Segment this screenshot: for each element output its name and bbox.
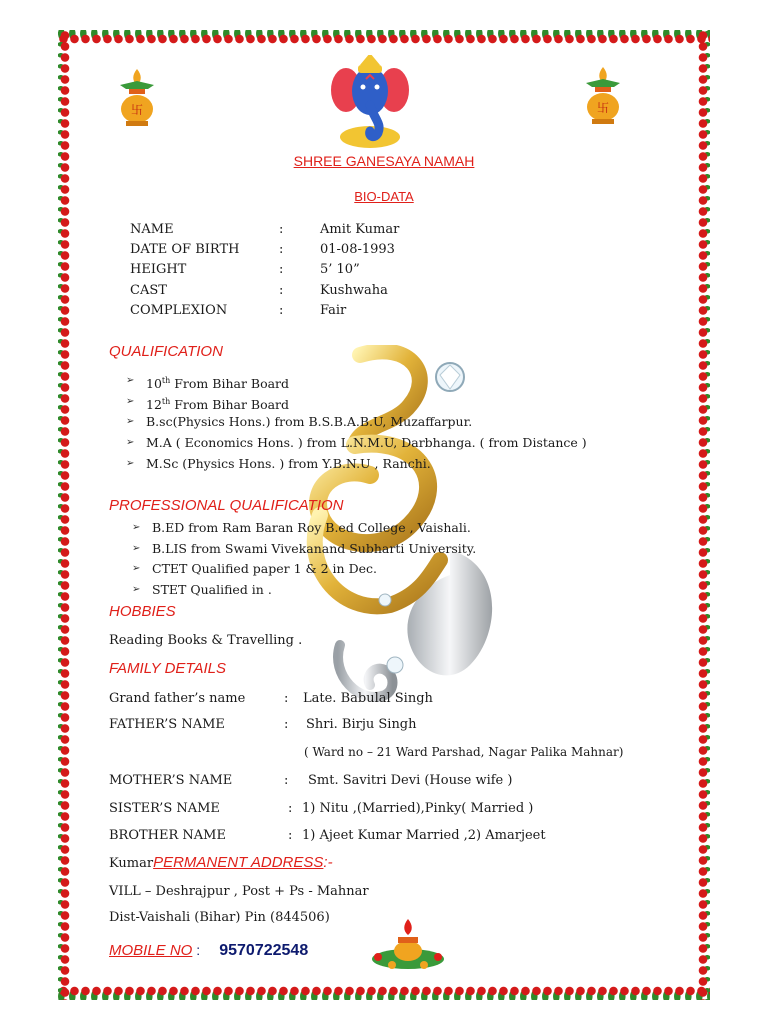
list-item: ➢ B.LIS from Swami Vivekanand Subharti University.: [132, 539, 476, 560]
arrow-bullet-icon: ➢: [126, 395, 135, 407]
detail-label: DATE OF BIRTH: [130, 242, 240, 257]
address-line-1: VILL – Deshrajpur , Post + Ps - Mahnar: [109, 884, 369, 899]
mobile-line: [109, 940, 308, 960]
family-row-father: [0, 717, 768, 737]
family-separator: :: [284, 717, 289, 732]
svg-text:卐: 卐: [130, 103, 144, 117]
family-label: MOTHER’S NAME: [109, 773, 233, 788]
ganesha-icon: [330, 55, 410, 150]
mobile-number: 9570722548: [219, 942, 309, 959]
detail-value: 01-08-1993: [320, 242, 395, 257]
detail-label: NAME: [130, 222, 174, 237]
invocation-heading: SHREE GANESAYA NAMAH: [293, 153, 475, 169]
decorative-border-right: [696, 30, 710, 1000]
arrow-bullet-icon: ➢: [132, 542, 141, 554]
qualification-list: [126, 371, 587, 474]
biodata-title: BIO-DATA: [354, 189, 414, 204]
professional-qualification-heading: PROFESSIONAL QUALIFICATION: [109, 497, 344, 514]
list-item: ➢ STET Qualified in .: [132, 580, 476, 601]
hobbies-text: Reading Books & Travelling .: [109, 633, 303, 648]
detail-separator: :: [279, 222, 284, 237]
arrow-bullet-icon: ➢: [126, 416, 135, 428]
detail-label: COMPLEXION: [130, 303, 228, 318]
hobbies-heading: HOBBIES: [109, 603, 176, 620]
family-row-brother: [0, 828, 768, 848]
kalash-icon: [112, 67, 162, 127]
permanent-address-heading: PERMANENT ADDRESS: [153, 854, 324, 871]
detail-separator: :: [279, 283, 284, 298]
svg-text:卐: 卐: [596, 101, 610, 115]
qualification-heading: QUALIFICATION: [109, 343, 223, 360]
arrow-bullet-icon: ➢: [126, 375, 135, 386]
list-item: ➢ CTET Qualified paper 1 & 2 in Dec.: [132, 559, 476, 580]
list-item: ➢ B.sc(Physics Hons.) from B.S.B.A.B.U, Muzaffarpur.: [126, 412, 587, 433]
detail-label: HEIGHT: [130, 262, 187, 277]
mobile-label: MOBILE NO: [109, 942, 193, 959]
detail-row-name: [0, 222, 768, 242]
family-details-heading: FAMILY DETAILS: [109, 660, 226, 677]
list-item: ➢ 10th From Bihar Board: [126, 371, 587, 392]
list-item: ➢ M.A ( Economics Hons. ) from L.N.M.U, Darbhanga. ( from Distance ): [126, 433, 587, 454]
arrow-bullet-icon: ➢: [126, 437, 135, 449]
detail-value: Amit Kumar: [320, 222, 400, 237]
detail-value: Fair: [320, 303, 347, 318]
family-value: 1) Nitu ,(Married),Pinky( Married ): [302, 801, 534, 816]
list-item: ➢ B.ED from Ram Baran Roy B.ed College , Vaishali.: [132, 518, 476, 539]
family-separator: :: [284, 773, 289, 788]
detail-separator: :: [279, 303, 284, 318]
address-prefix: Kumar: [109, 856, 154, 871]
kalash-icon: [578, 65, 628, 125]
mobile-colon: :: [192, 942, 201, 958]
detail-separator: :: [279, 262, 284, 277]
arrow-bullet-icon: ➢: [132, 584, 141, 596]
list-item: ➢ 12th From Bihar Board: [126, 392, 587, 413]
decorative-border-top: [58, 30, 710, 48]
arrow-bullet-icon: ➢: [132, 563, 141, 575]
detail-row-dob: [0, 242, 768, 262]
detail-label: CAST: [130, 283, 167, 298]
address-heading-line: [109, 854, 333, 871]
detail-separator: :: [279, 242, 284, 257]
list-item: ➢ M.Sc (Physics Hons. ) from Y.B.N.U , Ranchi.: [126, 454, 587, 475]
father-note: ( Ward no – 21 Ward Parshad, Nagar Palika Mahnar): [304, 745, 624, 759]
detail-row-complexion: [0, 303, 768, 323]
detail-row-height: [0, 262, 768, 282]
family-separator: :: [288, 828, 293, 843]
family-row-grandfather: [0, 691, 768, 711]
family-value: Late. Babulal Singh: [303, 691, 433, 706]
detail-value: 5’ 10”: [320, 262, 360, 277]
family-row-sister: [0, 801, 768, 821]
family-row-mother: [0, 773, 768, 793]
address-suffix: :-: [323, 854, 333, 871]
decorative-border-bottom: [58, 982, 710, 1000]
decorative-border-left: [58, 30, 72, 1000]
family-value: Shri. Birju Singh: [306, 717, 417, 732]
family-label: BROTHER NAME: [109, 828, 226, 843]
family-separator: :: [288, 801, 293, 816]
family-label: Grand father’s name: [109, 691, 246, 706]
family-label: SISTER’S NAME: [109, 801, 220, 816]
family-value: 1) Ajeet Kumar Married ,2) Amarjeet: [302, 828, 546, 843]
detail-row-cast: [0, 283, 768, 303]
detail-value: Kushwaha: [320, 283, 388, 298]
family-separator: :: [284, 691, 289, 706]
family-label: FATHER’S NAME: [109, 717, 225, 732]
arrow-bullet-icon: ➢: [132, 522, 141, 533]
diya-icon: [368, 915, 448, 975]
family-value: Smt. Savitri Devi (House wife ): [308, 773, 513, 788]
professional-list: [132, 518, 476, 601]
address-line-2: Dist-Vaishali (Bihar) Pin (844506): [109, 910, 330, 925]
arrow-bullet-icon: ➢: [126, 457, 135, 469]
